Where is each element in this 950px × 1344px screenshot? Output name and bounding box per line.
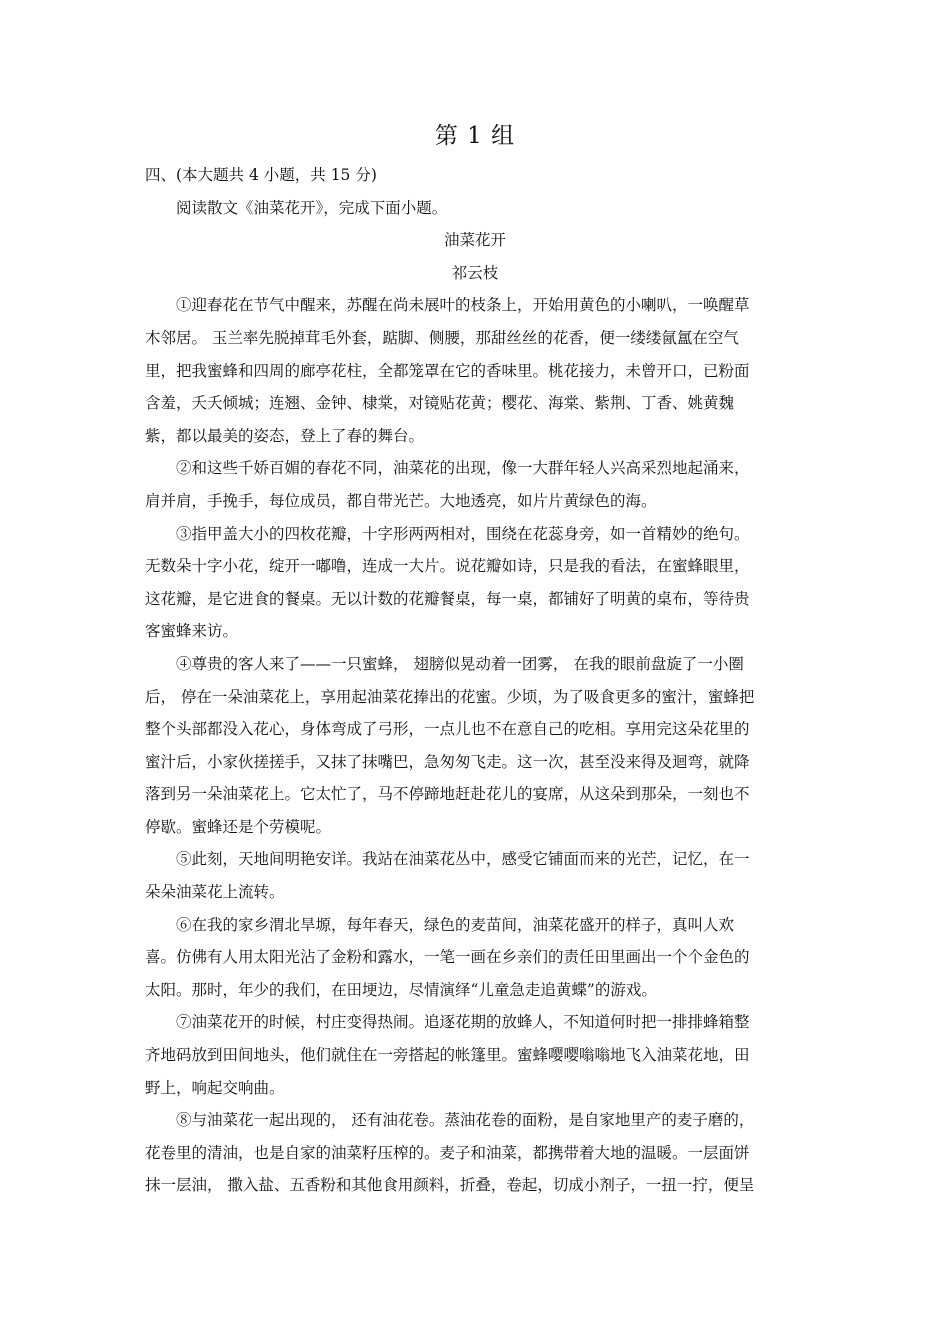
paragraph-line: 木邻居。 玉兰率先脱掉茸毛外套，踮脚、侧腰，那甜丝丝的花香，便一缕缕氤氲在空气 bbox=[145, 328, 739, 347]
paragraph-line: ④尊贵的客人来了——一只蜜蜂， 翅膀似晃动着一团雾， 在我的眼前盘旋了一小圈 bbox=[176, 654, 744, 673]
paragraph-line: 太阳。那时，年少的我们，在田埂边，尽情演绎“儿童急走追黄蝶”的游戏。 bbox=[145, 980, 657, 999]
essay-paragraph bbox=[145, 452, 805, 517]
essay-paragraph bbox=[145, 1006, 805, 1104]
essay-body bbox=[145, 289, 805, 1202]
essay-paragraph bbox=[145, 909, 805, 1007]
page-title: 第 1 组 bbox=[434, 123, 516, 149]
paragraph-line: ⑧与油菜花一起出现的， 还有油花卷。蒸油花卷的面粉，是自家地里产的麦子磨的， bbox=[176, 1111, 755, 1130]
paragraph-line: 齐地码放到田间地头，他们就住在一旁搭起的帐篷里。蜜蜂嘤嘤嗡嗡地飞入油菜花地，田 bbox=[145, 1046, 750, 1065]
essay-author: 祁云枝 bbox=[451, 263, 499, 282]
essay-title: 油菜花开 bbox=[443, 231, 506, 250]
section-header: 四、(本大题共 4 小题，共 15 分) bbox=[145, 166, 377, 184]
essay-paragraph bbox=[145, 648, 805, 844]
essay-paragraph bbox=[145, 843, 805, 908]
paragraph-line: 无数朵十字小花，绽开一嘟噜，连成一大片。说花瓣如诗，只是我的看法，在蜜蜂眼里， bbox=[145, 557, 750, 576]
paragraph-line: ⑤此刻，天地间明艳安详。我站在油菜花丛中，感受它铺面而来的光芒，记忆，在一 bbox=[176, 850, 750, 869]
paragraph-line: ①迎春花在节气中醒来，苏醒在尚未展叶的枝条上，开始用黄色的小喇叭，一唤醒草 bbox=[176, 296, 750, 315]
paragraph-line: ⑥在我的家乡渭北旱塬，每年春天，绿色的麦苗间，油菜花盛开的样子，真叫人欢 bbox=[176, 915, 735, 934]
paragraph-line: ⑦油菜花开的时候，村庄变得热闹。追逐花期的放蜂人，不知道何时把一排排蜂箱整 bbox=[176, 1013, 750, 1032]
paragraph-line: 这花瓣，是它进食的餐桌。无以计数的花瓣餐桌，每一桌，都铺好了明黄的桌布，等待贵 bbox=[145, 589, 750, 608]
essay-paragraph bbox=[145, 1104, 805, 1202]
paragraph-line: 落到另一朵油菜花上。它太忙了，马不停蹄地赶赴花儿的宴席，从这朵到那朵，一刻也不 bbox=[145, 785, 750, 804]
paragraph-line: ②和这些千娇百媚的春花不同，油菜花的出现，像一大群年轻人兴高采烈地起涌来， bbox=[176, 459, 750, 478]
paragraph-line: 抹一层油， 撒入盐、五香粉和其他食用颜料，折叠，卷起，切成小剂子，一扭一拧，便呈 bbox=[145, 1176, 755, 1195]
essay-paragraph bbox=[145, 518, 805, 648]
paragraph-line: 整个头部都没入花心，身体弯成了弓形，一点儿也不在意自己的吃相。享用完这朵花里的 bbox=[145, 720, 750, 739]
paragraph-line: 含羞，夭夭倾城；连翘、金钟、棣棠，对镜贴花黄；樱花、海棠、紫荆、丁香、姚黄魏 bbox=[145, 394, 735, 413]
paragraph-line: 肩并肩，手挽手，每位成员，都自带光芒。大地透亮，如片片黄绿色的海。 bbox=[145, 491, 657, 510]
paragraph-line: 喜。仿佛有人用太阳光沾了金粉和露水，一笔一画在乡亲们的责任田里画出一个个金色的 bbox=[145, 948, 750, 967]
paragraph-line: 花卷里的清油，也是自家的油菜籽压榨的。麦子和油菜，都携带着大地的温暖。一层面饼 bbox=[145, 1143, 750, 1162]
document-page bbox=[145, 0, 805, 1202]
paragraph-line: 停歇。蜜蜂还是个劳模呢。 bbox=[145, 817, 332, 836]
paragraph-line: 蜜汁后，小家伙搓搓手，又抹了抹嘴巴，急匆匆飞走。这一次，甚至没来得及迴弯，就降 bbox=[145, 752, 750, 771]
paragraph-line: ③指甲盖大小的四枚花瓣，十字形两两相对，围绕在花蕊身旁，如一首精妙的绝句。 bbox=[176, 524, 750, 543]
paragraph-line: 客蜜蜂来访。 bbox=[145, 622, 239, 641]
paragraph-line: 里，把我蜜蜂和四周的廊亭花柱，全都笼罩在它的香味里。桃花接力，未曾开口，已粉面 bbox=[145, 361, 750, 380]
paragraph-line: 后， 停在一朵油菜花上，享用起油菜花捧出的花蜜。少顷，为了吸食更多的蜜汁，蜜蜂把 bbox=[145, 687, 755, 706]
paragraph-line: 朵朵油菜花上流转。 bbox=[145, 883, 285, 902]
instruction-text: 阅读散文《油菜花开》，完成下面小题。 bbox=[176, 198, 448, 217]
paragraph-line: 紫，都以最美的姿态，登上了春的舞台。 bbox=[145, 426, 425, 445]
paragraph-line: 野上，响起交响曲。 bbox=[145, 1078, 285, 1097]
essay-paragraph bbox=[145, 289, 805, 452]
